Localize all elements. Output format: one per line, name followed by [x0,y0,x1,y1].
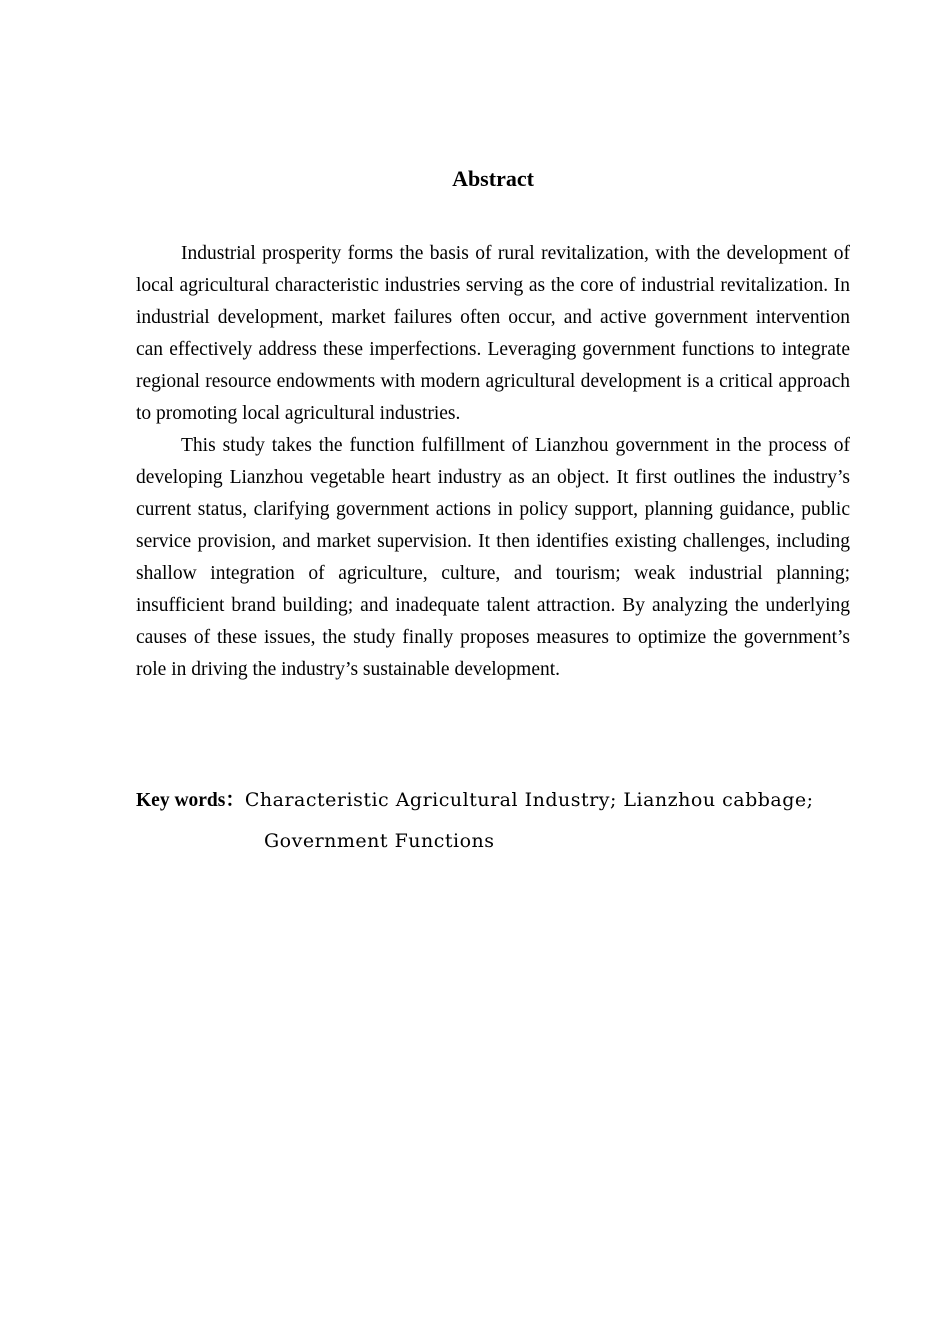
keywords-line-1: Characteristic Agricultural Industry; Lianzhou cabbage; [244,789,814,811]
abstract-paragraph-2: This study takes the function fulfillment of Lianzhou government in the process of developing Lianzhou vegetable heart industry as an object. It first outlines the industry’s current status, clarifying government actions in policy support, planning guidance, public service provision, and market supervision. It then identifies existing challenges, including shallow integration of agriculture, culture, and tourism; weak industrial planning; insufficient brand building; and inadequate talent attraction. By analyzing the underlying causes of these issues, the study finally proposes measures to optimize the government’s role in driving the industry’s sustainable development. [136,435,850,680]
keywords-label: Key words： [136,790,245,811]
abstract-title: Abstract [452,166,534,191]
keywords-line-2: Government Functions [264,830,495,852]
abstract-body [136,238,850,686]
abstract-paragraph-1: Industrial prosperity forms the basis of rural revitalization, with the development of local agricultural characteristic industries serving as the core of industrial revitalization. In industrial development, market failures often occur, and active government intervention can effectively address these imperfections. Leveraging government functions to integrate regional resource endowments with modern agricultural development is a critical approach to promoting local agricultural industries. [136,243,850,424]
